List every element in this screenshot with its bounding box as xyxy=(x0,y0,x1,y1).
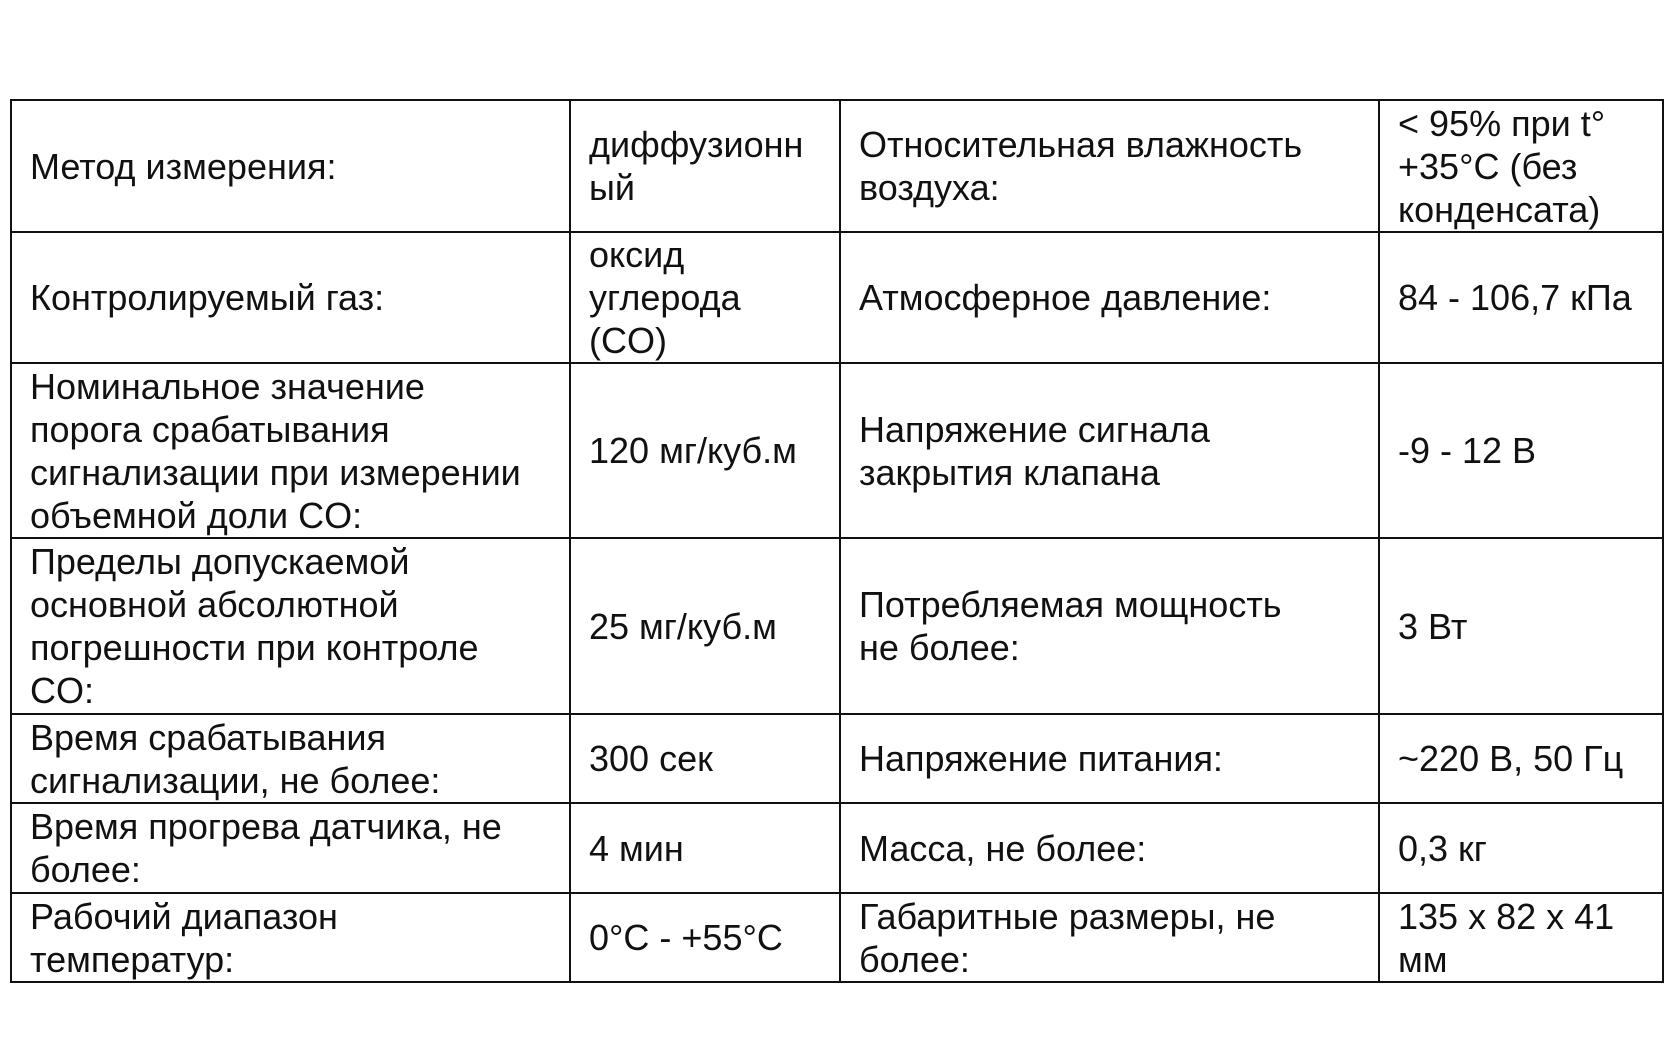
param-value-cell xyxy=(1379,100,1663,232)
cell-text-line: Напряжение питания: xyxy=(859,738,1223,779)
param-value-cell xyxy=(570,803,840,893)
param-value-cell xyxy=(1379,538,1663,714)
cell-text-line: ый xyxy=(589,167,635,208)
param-name-cell xyxy=(11,232,570,363)
param-name-cell xyxy=(840,232,1379,363)
cell-text-line: Пределы допускаемой xyxy=(30,541,410,582)
cell-text-line: Потребляемая мощность xyxy=(859,584,1282,625)
param-value-cell xyxy=(1379,714,1663,803)
param-value-cell xyxy=(1379,363,1663,538)
param-value-cell xyxy=(570,538,840,714)
cell-text-line: порога срабатывания xyxy=(30,408,390,450)
param-value-cell xyxy=(570,363,840,538)
cell-text-line: Контролируемый газ: xyxy=(30,277,385,318)
cell-text-line: CO: xyxy=(30,670,95,711)
param-name-cell xyxy=(11,893,570,982)
cell-text-line: 135 x 82 x 41 xyxy=(1398,895,1615,937)
cell-text-line: закрытия клапана xyxy=(859,451,1160,493)
cell-text-line: оксид xyxy=(589,234,685,275)
param-name-cell xyxy=(11,538,570,714)
table-row xyxy=(11,714,1663,803)
cell-text-line: 0,3 кг xyxy=(1398,827,1487,869)
cell-text-line: основной абсолютной xyxy=(30,584,399,625)
param-value-cell xyxy=(1379,893,1663,982)
param-value-cell xyxy=(1379,803,1663,893)
cell-text-line: Габаритные размеры, не xyxy=(859,895,1276,937)
cell-text-line: -9 - 12 В xyxy=(1398,430,1537,471)
cell-text-line: воздуха: xyxy=(859,167,1000,208)
table-row xyxy=(11,100,1663,232)
cell-text-line: Номинальное значение xyxy=(30,365,425,407)
param-name-cell xyxy=(840,893,1379,982)
cell-text-line: < 95% при t° xyxy=(1398,102,1606,144)
param-name-cell xyxy=(840,100,1379,232)
table-row xyxy=(11,538,1663,714)
param-value-cell xyxy=(570,100,840,232)
cell-text-line: 84 - 106,7 кПа xyxy=(1398,277,1632,318)
cell-text-line: диффузионн xyxy=(589,124,804,165)
cell-text-line: Время срабатывания xyxy=(30,716,386,758)
param-name-cell xyxy=(840,538,1379,714)
cell-text-line: 300 сек xyxy=(589,738,713,779)
cell-text-line: 4 мин xyxy=(589,827,684,869)
param-value-cell xyxy=(570,232,840,363)
cell-text-line: 3 Вт xyxy=(1398,605,1468,647)
cell-text-line: сигнализации при измерении xyxy=(30,451,521,493)
cell-text-line: ~220 В, 50 Гц xyxy=(1398,738,1624,779)
cell-text-line: сигнализации, не более: xyxy=(30,759,441,801)
cell-text-line: более: xyxy=(30,849,141,890)
param-value-cell xyxy=(570,893,840,982)
table-row xyxy=(11,363,1663,538)
cell-text-line: углерода xyxy=(589,277,741,318)
param-name-cell xyxy=(11,803,570,893)
specs-table xyxy=(10,99,1664,983)
param-name-cell xyxy=(11,363,570,538)
param-value-cell xyxy=(570,714,840,803)
cell-text-line: мм xyxy=(1398,938,1448,980)
cell-text-line: 25 мг/куб.м xyxy=(589,605,777,647)
table-row xyxy=(11,893,1663,982)
cell-text-line: 0°C - +55°C xyxy=(589,917,783,958)
table-row xyxy=(11,803,1663,893)
param-name-cell xyxy=(840,803,1379,893)
cell-text-line: Масса, не более: xyxy=(859,827,1147,869)
param-name-cell xyxy=(840,363,1379,538)
cell-text-line: Относительная влажность xyxy=(859,124,1303,165)
cell-text-line: Метод измерения: xyxy=(30,145,337,187)
cell-text-line: 120 мг/куб.м xyxy=(589,430,797,471)
param-name-cell xyxy=(11,100,570,232)
cell-text-line: Рабочий диапазон xyxy=(30,895,338,937)
cell-text-line: не более: xyxy=(859,627,1020,668)
cell-text-line: +35°C (без xyxy=(1398,145,1578,187)
cell-text-line: объемной доли CO: xyxy=(30,494,363,536)
cell-text-line: погрешности при контроле xyxy=(30,627,479,668)
table-row xyxy=(11,232,1663,363)
cell-text-line: конденсата) xyxy=(1398,188,1601,230)
param-name-cell xyxy=(840,714,1379,803)
cell-text-line: Атмосферное давление: xyxy=(859,277,1272,318)
cell-text-line: (CO) xyxy=(589,320,667,361)
cell-text-line: более: xyxy=(859,938,970,980)
cell-text-line: Напряжение сигнала xyxy=(859,408,1210,450)
cell-text-line: Время прогрева датчика, не xyxy=(30,806,502,847)
param-value-cell xyxy=(1379,232,1663,363)
param-name-cell xyxy=(11,714,570,803)
cell-text-line: температур: xyxy=(30,938,235,980)
